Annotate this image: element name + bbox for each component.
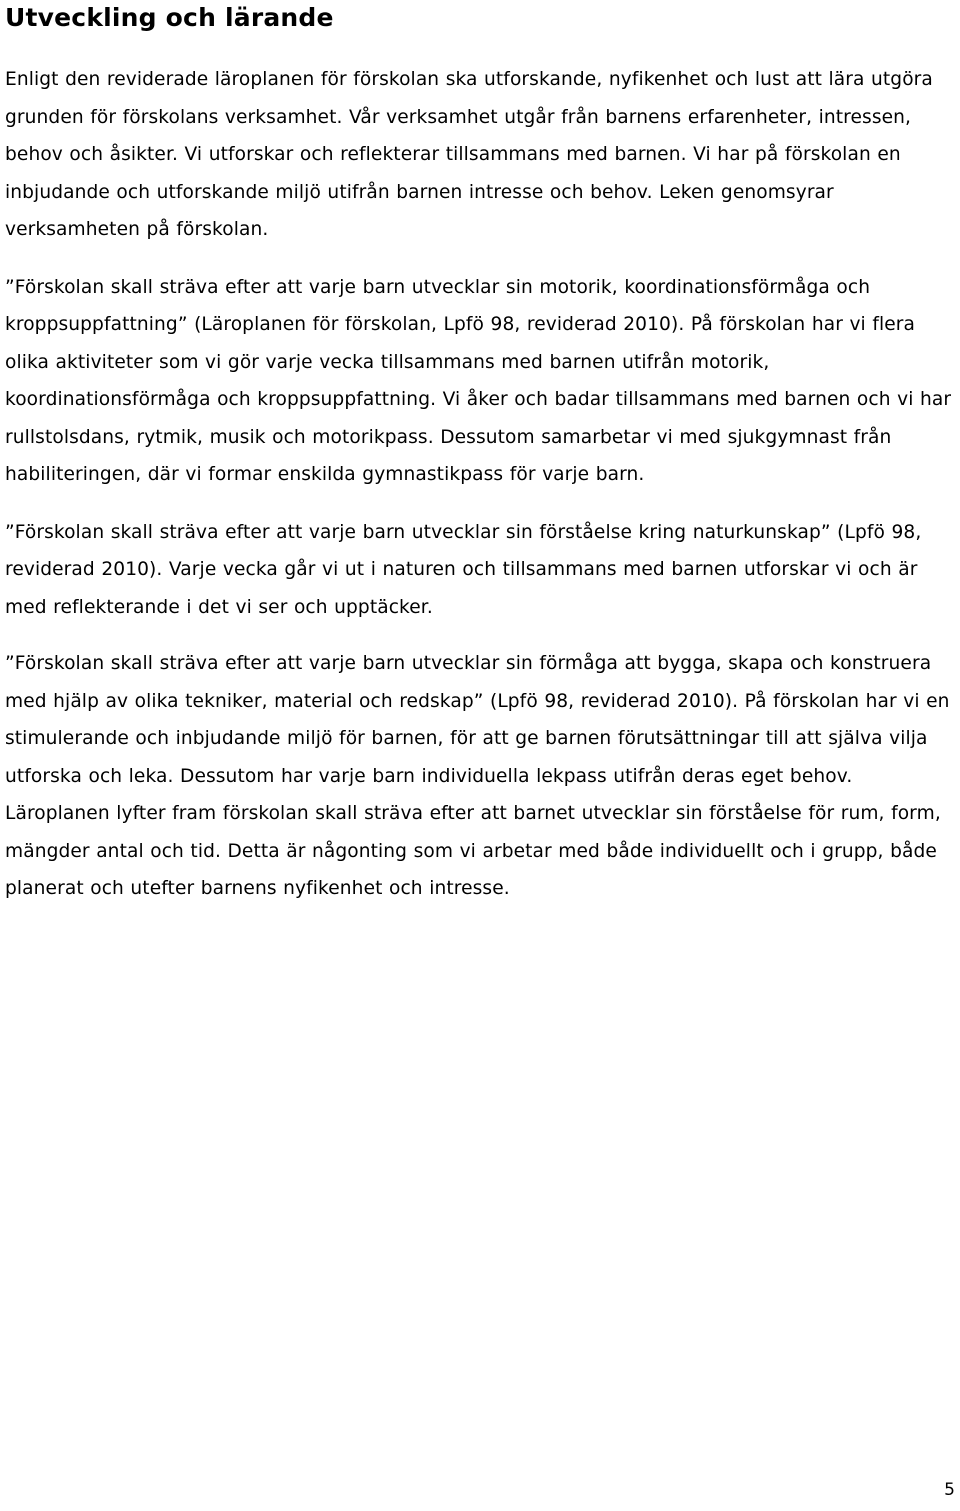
skapande-paragraph-text: ”Förskolan skall sträva efter att varje barn utvecklar sin förmåga att bygga, skapa och konstruera med hjälp av olika tekniker, material och redskap” (Lpfö 98, reviderad 2010). På förskolan har vi en stimulerande och inbjudande miljö för barnen, för att ge barnen förutsättningar till att själva vilja utforska och leka. Dessutom har varje barn individuella lekpass utifrån deras eget behov. Läroplanen lyfter fram förskolan skall sträva efter att barnet utvecklar sin förståelse för rum, form, mängder antal och tid. Detta är någonting som vi arbetar med både individuellt och i grupp, både planerat och utefter barnens nyfikenhet och intresse. [5,653,950,899]
intro-paragraph-part-2: Vi har på förskolan en inbjudande och utforskande miljö utifrån barnen intresse och behov. Leken genomsyrar verksamheten på förskolan. [5,144,901,240]
document-page [5,0,957,908]
page-number: 5 [944,1480,955,1500]
motorik-paragraph-text: ”Förskolan skall sträva efter att varje barn utvecklar sin motorik, koordinationsförmåga och kroppsuppfattning” (Läroplanen för förskolan, Lpfö 98, reviderad 2010). På förskolan har vi flera olika aktiviteter som vi gör varje vecka tillsammans med barnen utifrån motorik, koordinationsförmåga och kroppsuppfattning. Vi åker och badar tillsammans med barnen och vi har rullstolsdans, rytmik, musik och motorikpass. Dessutom samarbetar vi med sjukgymnast från habiliteringen, där vi formar enskilda gymnastikpass för varje barn. [5,276,952,485]
section-heading: Utveckling och lärande [5,3,334,32]
naturkunskap-paragraph [5,514,957,627]
intro-paragraph-part-1: Enligt den reviderade läroplanen för förskolan ska utforskande, nyfikenhet och lust att lära utgöra grunden för förskolans verksamhet. Vår verksamhet utgår från barnens erfarenheter, intressen, behov och åsikter. Vi utforskar och reflekterar tillsammans med barnen. [5,69,933,165]
intro-paragraph [5,61,957,249]
naturkunskap-paragraph-text: ”Förskolan skall sträva efter att varje barn utvecklar sin förståelse kring naturkunskap” (Lpfö 98, reviderad 2010). Varje vecka går vi ut i naturen och tillsammans med barnen utforskar vi och är med reflekterande i det vi ser och upptäcker. [5,521,922,618]
skapande-paragraph [5,645,957,908]
motorik-paragraph [5,269,957,494]
